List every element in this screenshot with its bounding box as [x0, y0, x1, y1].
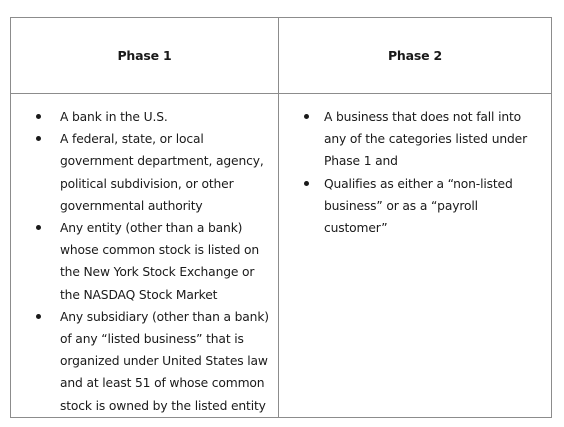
list-item — [11, 306, 272, 417]
bullet-icon — [304, 114, 309, 119]
list-item-text: A business that does not fall into any of the categories listed under Phase 1 and — [324, 110, 527, 169]
content-row — [11, 94, 552, 418]
list-item — [279, 106, 545, 173]
header-row — [11, 18, 552, 94]
header-phase-1: Phase 1 — [11, 18, 279, 94]
bullet-icon — [36, 136, 41, 141]
phase-1-cell — [11, 94, 279, 418]
list-item-text: Any entity (other than a bank) whose common stock is listed on the New York Stock Exchange or the NASDAQ Stock Market — [60, 221, 260, 302]
phase-2-list — [279, 94, 551, 239]
list-item-text: A bank in the U.S. — [60, 110, 168, 124]
list-item — [11, 217, 272, 306]
phase-table — [10, 17, 552, 418]
header-phase-2: Phase 2 — [279, 18, 552, 94]
list-item — [11, 128, 272, 217]
list-item-text: Any subsidiary (other than a bank) of any “listed business” that is organized under United States law and at least 51 of whose common stock is owned by the listed entity — [60, 309, 269, 413]
list-item — [11, 106, 272, 128]
bullet-icon — [36, 114, 41, 119]
phase-1-list — [11, 94, 278, 417]
list-item-text: Qualifies as either a “non-listed business” or as a “payroll customer” — [324, 176, 513, 236]
bullet-icon — [36, 314, 41, 319]
list-item-text: A federal, state, or local government department, agency, political subdivision, or other governmental authority — [60, 132, 264, 213]
bullet-icon — [304, 181, 309, 186]
phase-2-cell — [279, 94, 552, 418]
list-item — [279, 173, 545, 240]
bullet-icon — [36, 225, 41, 230]
